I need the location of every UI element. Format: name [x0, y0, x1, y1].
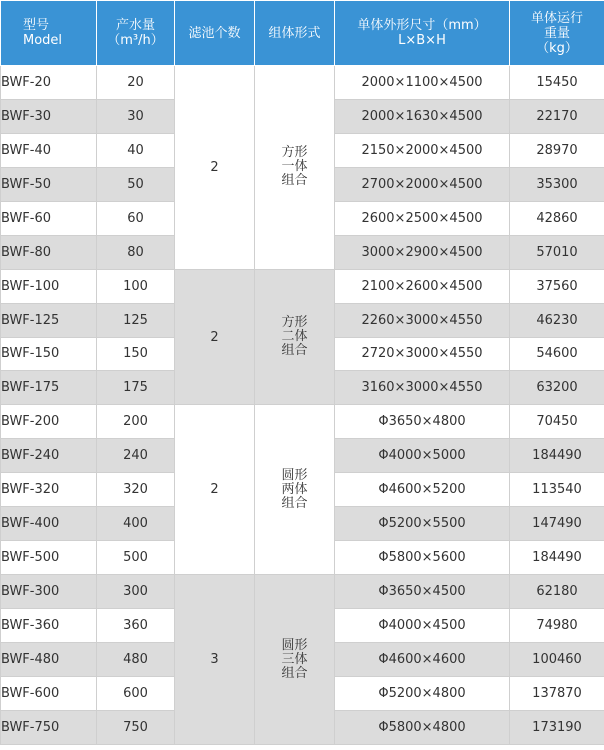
filter-count-cell: 3 [175, 575, 255, 745]
model-cell: BWF-300 [1, 575, 97, 609]
header-weight-unit: （kg） [536, 40, 578, 56]
flow-cell: 30 [97, 99, 175, 133]
weight-cell: 37560 [510, 269, 604, 303]
form-text-line: 三体 [281, 651, 308, 667]
flow-cell: 50 [97, 167, 175, 201]
header-filters-label: 滤池个数 [188, 25, 241, 41]
header-flow [97, 1, 175, 66]
dimensions-cell: Φ5800×5600 [335, 541, 510, 575]
header-form [255, 1, 335, 66]
weight-cell: 46230 [510, 303, 604, 337]
weight-cell: 113540 [510, 473, 604, 507]
dimensions-cell: Φ3650×4800 [335, 405, 510, 439]
weight-cell: 100460 [510, 642, 604, 676]
table-row [1, 66, 604, 100]
model-cell: BWF-600 [1, 676, 97, 710]
model-cell: BWF-150 [1, 337, 97, 371]
table-header [1, 1, 604, 66]
dimensions-cell: 2260×3000×4550 [335, 303, 510, 337]
dimensions-cell: Φ4600×5200 [335, 473, 510, 507]
flow-cell: 40 [97, 133, 175, 167]
model-cell: BWF-100 [1, 269, 97, 303]
flow-cell: 320 [97, 473, 175, 507]
weight-cell: 137870 [510, 676, 604, 710]
flow-cell: 400 [97, 507, 175, 541]
header-weight-line2: 重量 [543, 25, 570, 41]
dimensions-cell: Φ4600×4600 [335, 642, 510, 676]
header-flow-unit: （m³/h） [107, 33, 164, 48]
flow-cell: 360 [97, 609, 175, 643]
dimensions-cell: Φ4000×4500 [335, 609, 510, 643]
dimensions-cell: 2700×2000×4500 [335, 167, 510, 201]
dimensions-cell: 2720×3000×4550 [335, 337, 510, 371]
header-dims-unit: L×B×H [398, 33, 446, 48]
weight-cell: 22170 [510, 99, 604, 133]
form-text [281, 316, 307, 358]
weight-cell: 54600 [510, 337, 604, 371]
form-text-line: 组合 [281, 173, 308, 189]
header-dims [335, 1, 510, 66]
header-model [1, 1, 97, 66]
header-row [1, 1, 604, 66]
model-cell: BWF-60 [1, 201, 97, 235]
weight-cell: 57010 [510, 235, 604, 269]
table-body [1, 66, 604, 745]
model-cell: BWF-360 [1, 609, 97, 643]
model-cell: BWF-750 [1, 710, 97, 744]
dimensions-cell: 2150×2000×4500 [335, 133, 510, 167]
flow-cell: 175 [97, 371, 175, 405]
flow-cell: 80 [97, 235, 175, 269]
weight-cell: 70450 [510, 405, 604, 439]
flow-cell: 200 [97, 405, 175, 439]
form-text-line: 二体 [281, 329, 308, 344]
weight-cell: 147490 [510, 507, 604, 541]
weight-cell: 35300 [510, 167, 604, 201]
model-cell: BWF-500 [1, 541, 97, 575]
dimensions-cell: Φ5200×4800 [335, 676, 510, 710]
weight-cell: 28970 [510, 133, 604, 167]
flow-cell: 500 [97, 541, 175, 575]
header-model-en: Model [23, 33, 63, 48]
dimensions-cell: Φ5800×4800 [335, 710, 510, 744]
header-flow-label: 产水量 [115, 18, 155, 33]
header-form-label: 组体形式 [268, 25, 321, 41]
dimensions-cell: Φ4000×5000 [335, 439, 510, 473]
model-cell: BWF-480 [1, 642, 97, 676]
form-text-line: 圆形 [281, 467, 308, 483]
model-cell: BWF-40 [1, 133, 97, 167]
form-cell [255, 405, 335, 575]
form-text-line: 组合 [281, 495, 308, 511]
flow-cell: 150 [97, 337, 175, 371]
model-cell: BWF-320 [1, 473, 97, 507]
header-filters [175, 1, 255, 66]
model-cell: BWF-240 [1, 439, 97, 473]
filter-count-cell: 2 [175, 269, 255, 405]
header-dims-label: 单体外形尺寸（mm） [357, 18, 487, 33]
table-row [1, 405, 604, 439]
filter-count-cell: 2 [175, 405, 255, 575]
dimensions-cell: 3000×2900×4500 [335, 235, 510, 269]
model-cell: BWF-80 [1, 235, 97, 269]
weight-cell: 63200 [510, 371, 604, 405]
form-cell [255, 269, 335, 405]
dimensions-cell: 3160×3000×4550 [335, 371, 510, 405]
flow-cell: 100 [97, 269, 175, 303]
flow-cell: 240 [97, 439, 175, 473]
flow-cell: 300 [97, 575, 175, 609]
form-text [281, 469, 307, 511]
model-cell: BWF-400 [1, 507, 97, 541]
weight-cell: 74980 [510, 609, 604, 643]
form-text-line: 组合 [281, 665, 308, 681]
form-text-line: 圆形 [281, 637, 308, 653]
dimensions-cell: 2000×1630×4500 [335, 99, 510, 133]
form-text-line: 组合 [281, 343, 308, 358]
table-row [1, 575, 604, 609]
flow-cell: 750 [97, 710, 175, 744]
dimensions-cell: Φ3650×4500 [335, 575, 510, 609]
model-cell: BWF-125 [1, 303, 97, 337]
form-text-line: 方形 [281, 315, 308, 330]
form-cell [255, 66, 335, 270]
model-cell: BWF-30 [1, 99, 97, 133]
header-model-cn: 型号 [23, 18, 50, 33]
flow-cell: 480 [97, 642, 175, 676]
dimensions-cell: 2100×2600×4500 [335, 269, 510, 303]
form-text [281, 146, 307, 188]
header-weight-line1: 单体运行 [530, 10, 583, 26]
weight-cell: 184490 [510, 541, 604, 575]
dimensions-cell: 2600×2500×4500 [335, 201, 510, 235]
form-text-line: 一体 [281, 159, 308, 175]
weight-cell: 15450 [510, 66, 604, 100]
weight-cell: 173190 [510, 710, 604, 744]
table-row [1, 269, 604, 303]
filter-count-cell: 2 [175, 66, 255, 270]
flow-cell: 125 [97, 303, 175, 337]
dimensions-cell: Φ5200×5500 [335, 507, 510, 541]
model-cell: BWF-200 [1, 405, 97, 439]
model-cell: BWF-50 [1, 167, 97, 201]
model-cell: BWF-175 [1, 371, 97, 405]
flow-cell: 20 [97, 66, 175, 100]
weight-cell: 184490 [510, 439, 604, 473]
weight-cell: 62180 [510, 575, 604, 609]
form-text-line: 两体 [281, 481, 308, 497]
model-cell: BWF-20 [1, 66, 97, 100]
form-text [281, 639, 307, 681]
form-text-line: 方形 [281, 145, 308, 161]
header-weight [510, 1, 604, 66]
flow-cell: 60 [97, 201, 175, 235]
weight-cell: 42860 [510, 201, 604, 235]
flow-cell: 600 [97, 676, 175, 710]
form-cell [255, 575, 335, 745]
dimensions-cell: 2000×1100×4500 [335, 66, 510, 100]
